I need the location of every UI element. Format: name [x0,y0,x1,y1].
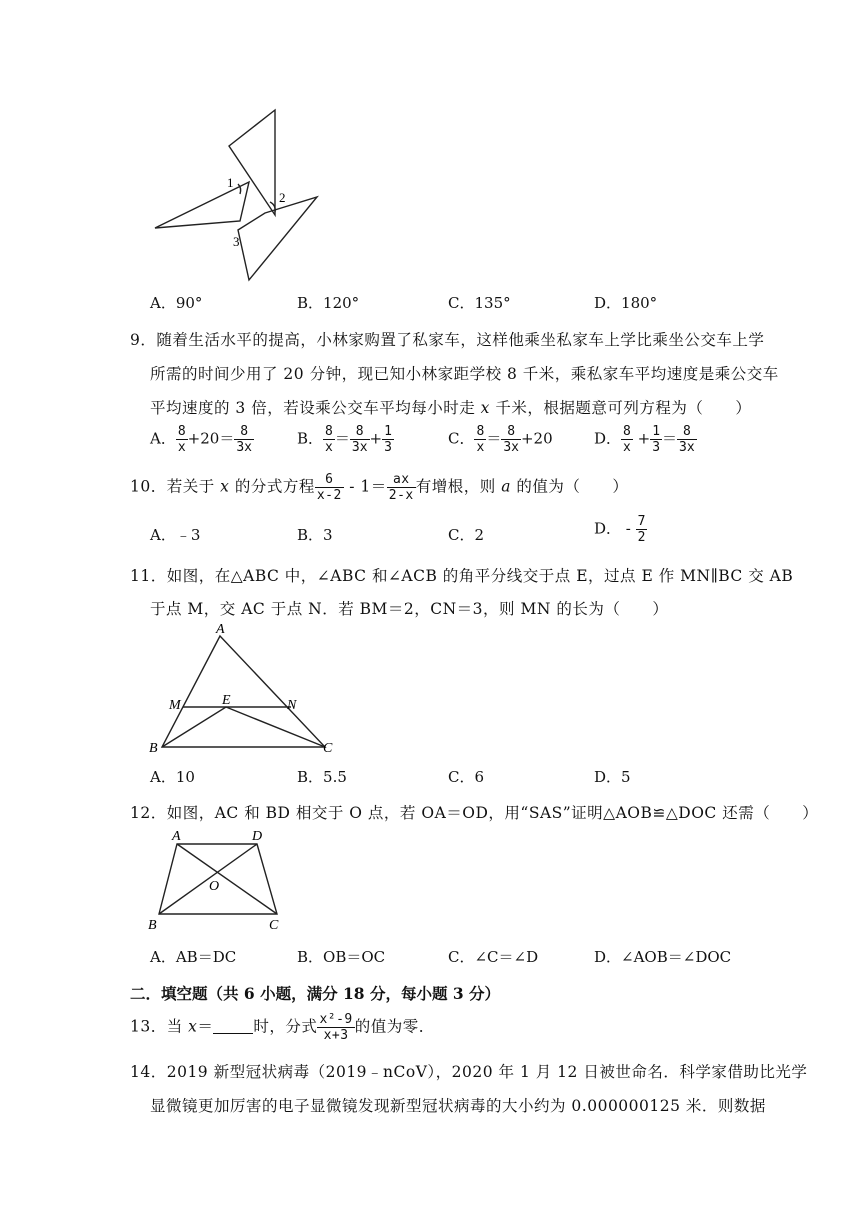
q8-option-c[interactable]: C．135° [448,294,511,312]
q8-angle-2-label: 2 [279,190,286,205]
q9-option-d[interactable]: D． $\frac{8}{x}$ + $\frac{1}{3}$ ＝ $\frac{8}{3x}$ [594,424,695,455]
q12-option-c[interactable]: C．∠C＝∠D [448,948,539,966]
q11-option-b[interactable]: B．5.5 [297,768,347,786]
q12-option-d[interactable]: D．∠AOB＝∠DOC [594,948,732,966]
q10-option-b[interactable]: B．3 [297,526,333,544]
q11-label-n: N [287,698,297,713]
q11-line-2: 于点 M，交 AC 于点 N．若 BM＝2，CN＝3，则 MN 的长为（ ） [150,600,669,618]
q13-answer-blank[interactable] [213,1019,253,1034]
q13-stem: 13．当 x＝ 时，分式 $\frac{\text{x²-9}}{x+3}$ 的值为零． [130,1012,435,1043]
section-2-heading: 二．填空题（共 6 小题，满分 18 分，每小题 3 分） [130,984,501,1003]
q12-stem: 12．如图，AC 和 BD 相交于 O 点，若 OA＝OD，用“SAS”证明△AOB≌△DOC 还需（ ） [130,804,819,822]
q11-label-c: C [323,741,333,756]
q12-label-c: C [269,918,279,933]
q8-option-a[interactable]: A．90° [150,294,203,312]
q8-angle-1-label: 1 [227,175,234,190]
q10-stem: 10．若关于 x 的分式方程 $\frac{6}{x-2}$ - 1＝ $\frac{ax}{2-x}$ 有增根，则 a 的值为（ ） [130,472,629,503]
q11-label-a: A [216,622,225,637]
q11-figure [145,620,345,760]
q11-option-a[interactable]: A．10 [150,768,195,786]
q11-line-1: 11．如图，在△ABC 中，∠ABC 和∠ACB 的角平分线交于点 E，过点 E 作 MN∥BC 交 AB [130,567,794,585]
q11-label-m: M [169,698,181,713]
q8-angle-3-label: 3 [233,234,240,249]
q11-option-d[interactable]: D．5 [594,768,631,786]
q9-line-2: 所需的时间少用了 20 分钟，现已知小林家距学校 8 千米，乘私家车平均速度是乘公交车 [150,365,779,383]
q9-option-b[interactable]: B． $\frac{8}{x}$ ＝ $\frac{8}{3x}$ + $\frac{1}{3}$ [297,424,392,455]
q10-option-c[interactable]: C．2 [448,526,485,544]
q9-line-1: 9．随着生活水平的提高，小林家购置了私家车，这样他乘坐私家车上学比乘坐公交车上学 [130,331,765,349]
q14-line-1: 14．2019 新型冠状病毒（2019﹣nCoV），2020 年 1 月 12 日被世命名．科学家借助比光学 [130,1063,808,1081]
q8-option-d[interactable]: D．180° [594,294,658,312]
q9-line-3: 平均速度的 3 倍，若设乘公交车平均每小时走 x 千米，根据题意可列方程为（ ） [150,399,752,417]
q12-label-o: O [209,879,220,894]
q10-option-a[interactable]: A．﹣3 [150,526,201,544]
q12-figure [145,826,285,938]
q11-label-b: B [149,741,158,756]
q11-label-e: E [222,693,231,708]
q12-label-d: D [252,829,263,844]
q12-option-b[interactable]: B．OB＝OC [297,948,386,966]
q14-line-2: 显微镜更加厉害的电子显微镜发现新型冠状病毒的大小约为 0.000000125 米．则数据 [150,1097,766,1115]
q8-option-b[interactable]: B．120° [297,294,360,312]
q12-label-a: A [172,829,181,844]
q8-figure [145,100,335,285]
q12-option-a[interactable]: A．AB＝DC [150,948,237,966]
q9-option-a[interactable]: A． $\frac{8}{x}$ +20＝ $\frac{8}{3x}$ [150,424,252,455]
q11-option-c[interactable]: C．6 [448,768,485,786]
q12-label-b: B [148,918,157,933]
q9-option-c[interactable]: C． $\frac{8}{x}$ ＝ $\frac{8}{3x}$ +20 [448,424,553,455]
q10-option-d[interactable]: D． - $\frac{7}{2}$ [594,514,646,545]
